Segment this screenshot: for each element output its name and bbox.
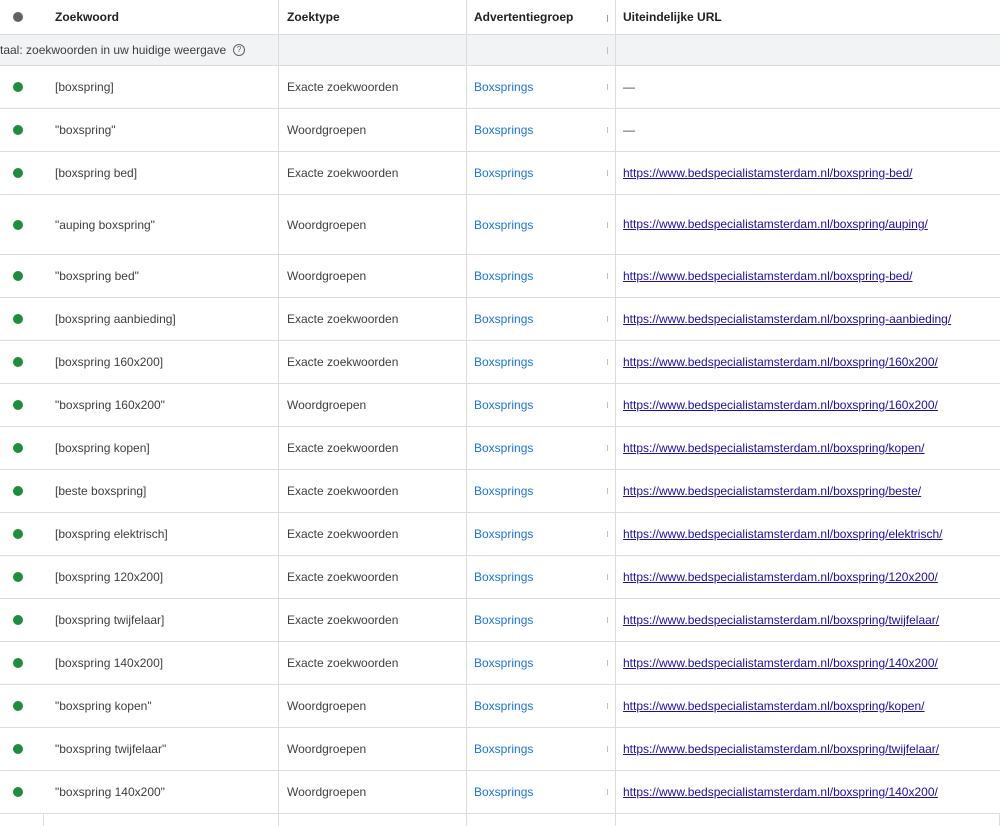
match-type-cell: Exacte zoekwoorden [279,152,467,194]
final-url-cell [616,109,1000,151]
status-cell[interactable] [0,513,44,555]
final-url-link[interactable]: https://www.bedspecialistamsterdam.nl/boxspring/elektrisch/ [623,526,943,541]
final-url-column-header[interactable]: Uiteindelijke URL [623,10,722,24]
footer-ad-group-cell [467,814,616,826]
final-url-cell [616,728,1000,770]
match-type-cell: Woordgroepen [279,109,467,151]
final-url-link[interactable]: https://www.bedspecialistamsterdam.nl/boxspring/auping/ [623,217,928,231]
keyword-cell[interactable]: "boxspring" [44,109,279,151]
final-url-cell [616,152,1000,194]
ad-group-cell [467,195,616,254]
ad-group-cell [467,427,616,469]
ad-group-cell [467,685,616,727]
status-enabled-icon [13,125,23,135]
ad-group-cell [467,771,616,813]
status-dot-icon [13,12,23,22]
status-cell[interactable] [0,599,44,641]
final-url-cell [616,341,1000,383]
status-enabled-icon [13,82,23,92]
status-enabled-icon [13,658,23,668]
final-url-link[interactable]: https://www.bedspecialistamsterdam.nl/boxspring-bed/ [623,165,913,180]
ad-group-cell [467,298,616,340]
ad-group-cell [467,728,616,770]
match-type-cell: Exacte zoekwoorden [279,556,467,598]
ad-group-link[interactable]: Boxsprings [474,217,534,232]
match-type-cell: Exacte zoekwoorden [279,642,467,684]
status-cell[interactable] [0,427,44,469]
ad-group-link[interactable]: Boxsprings [474,312,534,326]
match-type-cell: Exacte zoekwoorden [279,66,467,108]
final-url-cell [616,771,1000,813]
keyword-cell[interactable]: [boxspring bed] [44,152,279,194]
table-row[interactable] [0,195,1000,255]
status-cell[interactable] [0,109,44,151]
status-enabled-icon [13,787,23,797]
table-row[interactable] [0,728,1000,771]
match-type-cell: Exacte zoekwoorden [279,599,467,641]
status-enabled-icon [13,314,23,324]
ad-group-cell [467,642,616,684]
status-enabled-icon [13,168,23,178]
status-cell[interactable] [0,685,44,727]
ad-group-link[interactable]: Boxsprings [474,123,534,137]
final-url-cell [616,470,1000,512]
keyword-cell[interactable]: "boxspring twijfelaar" [44,728,279,770]
final-url-link[interactable]: https://www.bedspecialistamsterdam.nl/boxspring/kopen/ [623,698,925,713]
table-footer [0,814,1000,826]
match-type-cell: Exacte zoekwoorden [279,341,467,383]
match-type-column-header[interactable]: Zoektype [279,0,467,34]
status-cell[interactable] [0,255,44,297]
keyword-cell[interactable]: [beste boxspring] [44,470,279,512]
keyword-cell[interactable]: "boxspring 140x200" [44,771,279,813]
match-type-cell: Woordgroepen [279,255,467,297]
status-enabled-icon [13,220,23,230]
ad-group-cell [467,341,616,383]
keyword-cell[interactable]: "auping boxspring" [44,195,279,254]
status-cell[interactable] [0,728,44,770]
final-url-cell [616,556,1000,598]
status-enabled-icon [13,615,23,625]
table-row[interactable] [0,599,1000,642]
final-url-cell [616,298,1000,340]
final-url-empty: — [623,123,635,137]
status-enabled-icon [13,744,23,754]
final-url-link[interactable]: https://www.bedspecialistamsterdam.nl/boxspring/beste/ [623,483,922,498]
ad-group-link[interactable]: Boxsprings [474,441,534,455]
status-cell[interactable] [0,384,44,426]
table-row[interactable] [0,341,1000,384]
status-cell[interactable] [0,152,44,194]
total-row-match-type-cell [279,35,467,65]
status-column-header[interactable] [0,0,44,34]
final-url-cell [616,685,1000,727]
keyword-cell[interactable]: [boxspring aanbieding] [44,298,279,340]
match-type-cell: Exacte zoekwoorden [279,470,467,512]
table-row[interactable] [0,384,1000,427]
ad-group-cell [467,556,616,598]
keyword-cell[interactable]: "boxspring bed" [44,255,279,297]
table-row[interactable] [0,470,1000,513]
match-type-cell: Woordgroepen [279,195,467,254]
ad-group-link[interactable]: Boxsprings [474,742,534,756]
footer-match-type-cell [279,814,467,826]
status-enabled-icon [13,443,23,453]
final-url-link[interactable]: https://www.bedspecialistamsterdam.nl/boxspring/140x200/ [623,655,938,670]
ad-group-cell [467,255,616,297]
table-row[interactable] [0,642,1000,685]
table-row[interactable] [0,685,1000,728]
footer-status-cell [0,814,44,826]
ad-group-cell [467,470,616,512]
ad-group-cell [467,384,616,426]
ad-group-cell [467,599,616,641]
ad-group-column-header[interactable]: Advertentiegroep [467,0,616,34]
status-cell[interactable] [0,195,44,254]
ad-group-link[interactable]: Boxsprings [474,80,534,94]
keyword-cell[interactable]: "boxspring kopen" [44,685,279,727]
table-row[interactable] [0,66,1000,109]
table-row[interactable] [0,255,1000,298]
total-row [0,35,1000,66]
ad-group-link[interactable]: Boxsprings [474,398,534,412]
ad-group-link[interactable]: Boxsprings [474,166,534,180]
final-url-link[interactable]: https://www.bedspecialistamsterdam.nl/boxspring/twijfelaar/ [623,612,940,627]
final-url-link[interactable]: https://www.bedspecialistamsterdam.nl/boxspring/twijfelaar/ [623,741,940,756]
final-url-cell [616,195,1000,254]
keyword-cell[interactable]: [boxspring twijfelaar] [44,599,279,641]
ad-group-link[interactable]: Boxsprings [474,699,534,713]
table-row[interactable] [0,152,1000,195]
match-type-cell: Woordgroepen [279,685,467,727]
keyword-cell[interactable]: "boxspring 160x200" [44,384,279,426]
table-row[interactable] [0,556,1000,599]
final-url-cell [616,513,1000,555]
final-url-link[interactable]: https://www.bedspecialistamsterdam.nl/boxspring-bed/ [623,268,913,283]
ad-group-cell [467,152,616,194]
status-cell[interactable] [0,341,44,383]
ad-group-link[interactable]: Boxsprings [474,785,534,799]
final-url-cell [616,642,1000,684]
final-url-link[interactable]: https://www.bedspecialistamsterdam.nl/boxspring/160x200/ [623,354,938,369]
ad-group-link[interactable]: Boxsprings [474,570,534,584]
status-enabled-icon [13,572,23,582]
final-url-link[interactable]: https://www.bedspecialistamsterdam.nl/boxspring/kopen/ [623,440,925,455]
final-url-cell [616,66,1000,108]
total-row-url-cell [616,35,1000,65]
total-row-ad-group-cell [467,35,616,65]
match-type-cell: Woordgroepen [279,771,467,813]
keyword-cell[interactable]: [boxspring 140x200] [44,642,279,684]
keyword-cell[interactable]: [boxspring elektrisch] [44,513,279,555]
keyword-column-header[interactable]: Zoekwoord [44,0,279,34]
status-enabled-icon [13,701,23,711]
status-enabled-icon [13,486,23,496]
final-url-cell [616,255,1000,297]
final-url-link[interactable]: https://www.bedspecialistamsterdam.nl/boxspring-aanbieding/ [623,311,952,326]
status-enabled-icon [13,400,23,410]
ad-group-cell [467,513,616,555]
table-row[interactable] [0,109,1000,152]
match-type-cell: Exacte zoekwoorden [279,513,467,555]
table-row[interactable] [0,513,1000,556]
status-enabled-icon [13,271,23,281]
keyword-cell[interactable]: [boxspring] [44,66,279,108]
final-url-cell [616,599,1000,641]
table-header [0,0,1000,35]
ad-group-cell [467,109,616,151]
final-url-cell [616,427,1000,469]
ad-group-link[interactable]: Boxsprings [474,269,534,283]
total-row-label-cell [0,35,279,65]
match-type-cell: Exacte zoekwoorden [279,298,467,340]
status-cell[interactable] [0,66,44,108]
status-enabled-icon [13,529,23,539]
total-row-label: taal: zoekwoorden in uw huidige weergave [0,43,227,57]
table-row[interactable] [0,298,1000,341]
table-body [0,66,1000,814]
status-cell[interactable] [0,556,44,598]
final-url-cell [616,384,1000,426]
ad-group-link[interactable]: Boxsprings [474,355,534,369]
keyword-cell[interactable]: [boxspring 160x200] [44,341,279,383]
status-cell[interactable] [0,470,44,512]
help-icon[interactable]: ? [233,44,245,56]
table-row[interactable] [0,427,1000,470]
status-enabled-icon [13,357,23,367]
footer-url-cell [616,814,1000,826]
final-url-link[interactable]: https://www.bedspecialistamsterdam.nl/boxspring/120x200/ [623,569,938,584]
keyword-cell[interactable]: [boxspring 120x200] [44,556,279,598]
ad-group-link[interactable]: Boxsprings [474,527,534,541]
status-cell[interactable] [0,771,44,813]
ad-group-link[interactable]: Boxsprings [474,484,534,498]
final-url-link[interactable]: https://www.bedspecialistamsterdam.nl/boxspring/160x200/ [623,397,938,412]
status-cell[interactable] [0,642,44,684]
ad-group-link[interactable]: Boxsprings [474,656,534,670]
final-url-empty: — [623,80,635,94]
table-row[interactable] [0,771,1000,814]
match-type-cell: Woordgroepen [279,728,467,770]
keyword-cell[interactable]: [boxspring kopen] [44,427,279,469]
footer-keyword-cell [44,814,279,826]
match-type-cell: Exacte zoekwoorden [279,427,467,469]
ad-group-link[interactable]: Boxsprings [474,613,534,627]
match-type-cell: Woordgroepen [279,384,467,426]
final-url-link[interactable]: https://www.bedspecialistamsterdam.nl/boxspring/140x200/ [623,784,938,799]
ad-group-cell [467,66,616,108]
status-cell[interactable] [0,298,44,340]
